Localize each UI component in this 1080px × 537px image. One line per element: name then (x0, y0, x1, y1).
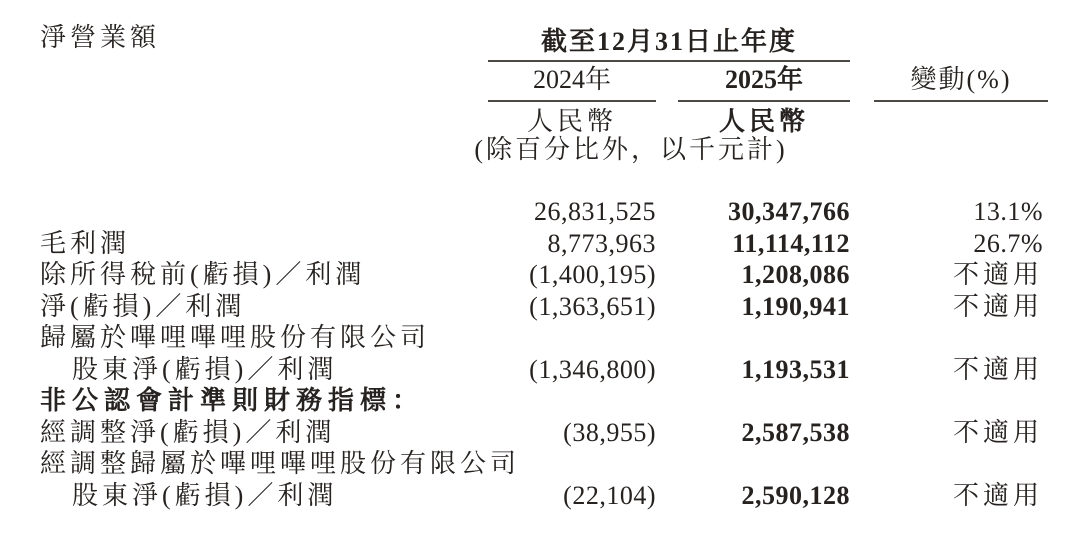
col-header-change: 變動(%) (874, 62, 1048, 102)
col-header-2025: 2025年 (678, 62, 850, 102)
value-2024: (1,363,651) (529, 291, 656, 321)
value-2025: 30,347,766 (728, 197, 850, 226)
value-change: 不適用 (952, 354, 1043, 384)
value-change: 13.1% (973, 197, 1043, 226)
value-2024 (488, 448, 656, 480)
value-change: 不適用 (952, 291, 1043, 321)
row-label: 淨營業額 (40, 23, 161, 52)
col-header-2024: 2024年 (488, 62, 656, 102)
value-2025: 1,208,086 (741, 260, 850, 289)
value-2024: (1,346,800) (529, 354, 656, 384)
value-2025 (678, 385, 850, 417)
value-2025: 2,587,538 (741, 417, 850, 447)
currency-label-2025: 人民幣 (718, 107, 809, 136)
value-change: 不適用 (952, 260, 1043, 289)
units-note: (除百分比外，以千元計) (474, 135, 788, 164)
row-label: 歸屬於嗶哩嗶哩股份有限公司 (40, 323, 431, 352)
row-label: 淨(虧損)／利潤 (40, 291, 246, 321)
period-header: 截至12月31日止年度 (488, 22, 850, 62)
value-2025: 11,114,112 (732, 228, 850, 258)
value-change: 不適用 (952, 417, 1043, 447)
value-2024: 26,831,525 (534, 197, 656, 226)
value-change: 26.7% (973, 228, 1043, 258)
row-label: 非公認會計準則財務指標： (40, 386, 425, 415)
value-2024: (1,400,195) (529, 260, 656, 289)
header-spacer (40, 164, 1048, 196)
row-label: 經調整淨(虧損)／利潤 (40, 417, 336, 447)
value-2025: 2,590,128 (741, 480, 850, 510)
value-2024 (488, 322, 656, 354)
value-2025 (678, 448, 850, 480)
value-2025 (678, 322, 850, 354)
value-2025: 1,190,941 (741, 291, 850, 321)
row-label: 經調整歸屬於嗶哩嗶哩股份有限公司 (40, 449, 521, 478)
value-change (874, 448, 1048, 480)
row-label: 除所得稅前(虧損)／利潤 (40, 260, 366, 289)
row-label: 股東淨(虧損)／利潤 (72, 354, 338, 384)
row-label: 股東淨(虧損)／利潤 (72, 480, 338, 510)
value-change (874, 322, 1048, 354)
currency-label-2024: 人民幣 (526, 107, 617, 136)
value-2024 (488, 385, 656, 417)
results-grid (40, 22, 1048, 511)
value-2024: 8,773,963 (547, 228, 656, 258)
value-2024: (22,104) (563, 480, 656, 510)
value-change (874, 385, 1048, 417)
row-label: 毛利潤 (40, 228, 131, 258)
value-2025: 1,193,531 (741, 354, 850, 384)
value-change: 不適用 (952, 480, 1043, 510)
value-2024: (38,955) (563, 417, 656, 447)
